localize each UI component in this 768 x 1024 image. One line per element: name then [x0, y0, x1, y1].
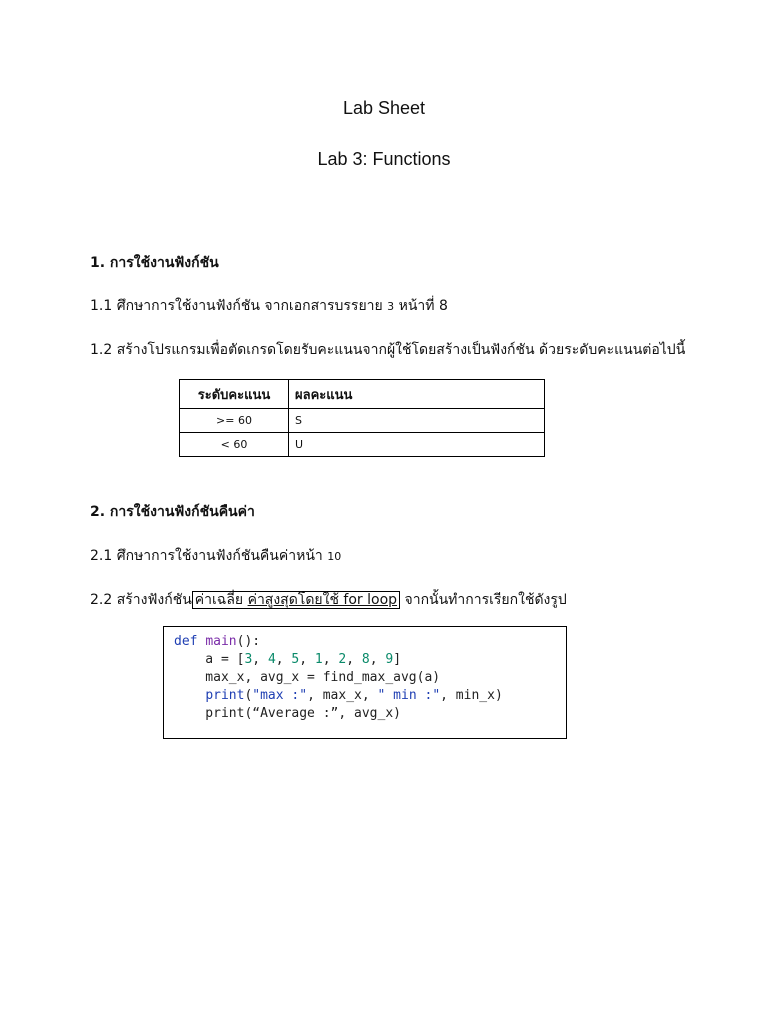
code-def-keyword: def [174, 634, 198, 649]
paragraph-1-2: 1.2 สร้างโปรแกรมเพื่อตัดเกรดโดยรับคะแนนจากผู้ใช้โดยสร้างเป็นฟังก์ชัน ด้วยระดับคะแนนต่อไปนี้ [90, 342, 686, 358]
grade-table [179, 379, 545, 457]
code-line-3: max_x, avg_x = find_max_avg(a) [174, 670, 441, 685]
grade-table-header-row [180, 380, 545, 409]
code-string-min: " min :" [377, 688, 441, 703]
grade-level-cell: >= 60 [180, 409, 289, 433]
page-title: Lab Sheet [342, 98, 426, 118]
highlighted-box [192, 591, 400, 609]
paragraph-1-1-number: 3 [387, 300, 395, 313]
page-subtitle: Lab 3: Functions [317, 149, 451, 169]
code-number: 1 [314, 652, 323, 667]
grade-table-header-level: ระดับคะแนน [180, 380, 289, 409]
section-2-heading: 2. การใช้งานฟังก์ชันคืนค่า [90, 504, 255, 520]
code-block: def main(): a = [3, 4, 5, 1, 2, 8, 9] max_x, avg_x = find_max_avg(a) print("max :", max_x, " min :", min_x) print(“Average :”, avg_x) [163, 626, 567, 739]
code-line-5: print(“Average :”, avg_x) [174, 706, 401, 721]
code-line-4-end: , min_x) [440, 688, 503, 703]
paragraph-2-1-text: 2.1 ศึกษาการใช้งานฟังก์ชันคืนค่าหน้า [90, 548, 328, 564]
highlight-average: ค่าเฉลี่ย [194, 592, 244, 608]
code-number: 2 [338, 652, 347, 667]
table-row [180, 433, 545, 457]
code-line-2-pre: a = [ [174, 652, 245, 667]
paragraph-2-2-suffix: จากนั้นทำการเรียกใช้ดังรูป [404, 592, 567, 608]
code-number: 4 [267, 652, 276, 667]
paragraph-1-1 [90, 295, 448, 317]
paragraph-2-1 [90, 545, 341, 567]
table-row [180, 409, 545, 433]
paragraph-2-1-number: 10 [327, 550, 342, 563]
code-number: 5 [291, 652, 300, 667]
grade-result-cell: U [289, 433, 545, 457]
code-print-name: print [205, 688, 245, 703]
code-number: 3 [244, 652, 253, 667]
code-main-rest: (): [236, 634, 261, 649]
highlight-max-for-loop: ค่าสูงสุดโดยใช้ for loop [247, 592, 398, 608]
grade-result-cell: S [289, 409, 545, 433]
code-line-4-open: ( [244, 688, 253, 703]
code-number: 9 [385, 652, 394, 667]
grade-level-cell: < 60 [180, 433, 289, 457]
section-1-heading: 1. การใช้งานฟังก์ชัน [90, 255, 219, 271]
paragraph-1-1-text: 1.1 ศึกษาการใช้งานฟังก์ชัน จากเอกสารบรรยาย [90, 298, 388, 314]
paragraph-2-2-prefix: 2.2 สร้างฟังก์ชัน [90, 592, 192, 608]
code-line-4-indent [174, 688, 205, 703]
code-line-2-post: ] [393, 652, 402, 667]
code-number: 8 [361, 652, 370, 667]
grade-table-header-result: ผลคะแนน [289, 380, 545, 409]
paragraph-1-1-tail: หน้าที่ 8 [394, 298, 448, 314]
code-line-4-mid: , max_x, [307, 688, 378, 703]
code-main-name: main [205, 634, 237, 649]
code-string-max: "max :" [252, 688, 308, 703]
paragraph-2-2 [90, 589, 567, 611]
